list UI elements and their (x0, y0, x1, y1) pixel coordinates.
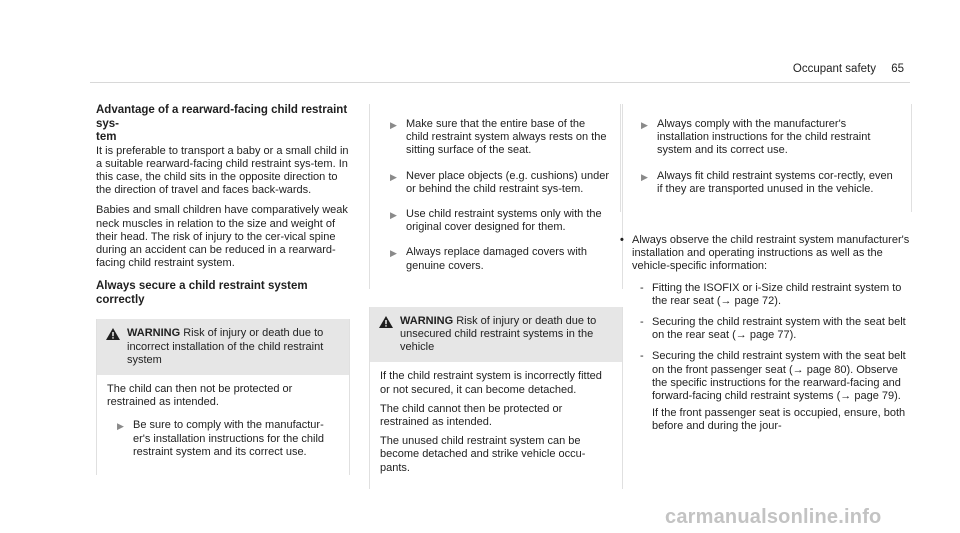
warning-label: WARNING (127, 327, 181, 340)
watermark: carmanualsonline.info (665, 506, 882, 528)
step-item (380, 170, 610, 196)
warning-triangle-icon (106, 328, 120, 340)
step-item (107, 419, 337, 459)
warning-box-2 (369, 307, 623, 489)
step-text: Never place objects (e.g. cushions) under or behind the child restraint sys-tem. (406, 169, 609, 195)
sub-item-tail (632, 407, 912, 433)
arrow-right-icon: ▶ (117, 421, 124, 432)
arrow-right-icon: ▶ (641, 171, 648, 182)
sub-item: - Securing the child restraint system with the seat belt on the front passenger seat (→ page 80). Observe the specific instructions for the rearward-facing and forward-facing child restraint systems (→ page 79). (640, 350, 906, 403)
tail-text: If the front passenger seat is occupied, ensure, both before and during the jour- (652, 407, 906, 433)
warning-body (370, 362, 622, 488)
step-box (620, 104, 912, 212)
step-box (369, 104, 623, 289)
column-2 (369, 104, 623, 489)
step-item (380, 118, 610, 158)
page-header (793, 63, 904, 75)
sub-list (620, 282, 912, 434)
bullet-dot: • (620, 234, 624, 247)
step-text: Always comply with the manufacturer's installation instructions for the child restraint system and its correct use. (657, 118, 871, 157)
step-item (631, 118, 899, 158)
bullet-text: Always observe the child restraint system manufacturer's installation and operating instructions as well as the vehicle-specific information: (632, 234, 910, 273)
warning-triangle-icon (379, 316, 393, 328)
arrow-right-icon: ▶ (390, 120, 397, 130)
warning-body (97, 375, 349, 475)
para-advantage-1: It is preferable to transport a baby or a small child in a suitable rearward-facing child restraint sys-tem. In this case, the child sits in the opposite direction to the direction of travel and faces back-wards. (96, 144, 349, 197)
heading-secure: Always secure a child restraint system correctly (96, 280, 308, 306)
warning-bar (97, 319, 349, 375)
step-text: Use child restraint systems only with the original cover designed for them. (406, 208, 602, 234)
step-text: Always fit child restraint systems cor-rectly, even if they are transported unused in the vehicle. (657, 169, 893, 195)
warning-bar (370, 307, 622, 363)
warning-box-1 (96, 319, 350, 475)
bullet-item (620, 234, 912, 274)
step-text: Always replace damaged covers with genuine covers. (406, 246, 587, 272)
sub-item-text: Fitting the ISOFIX or i-Size child restraint system to the rear seat (→ page 72). (652, 281, 902, 307)
step-item (631, 170, 899, 196)
warning-body-text: If the child restraint system is incorrectly fitted or not secured, it can become detached. (380, 370, 602, 396)
step-item (380, 208, 610, 234)
arrow-right-icon: ▶ (390, 210, 397, 221)
warning-body-text: The child can then not be protected or restrained as intended. (107, 382, 293, 409)
arrow-right-icon: ▶ (641, 120, 648, 130)
step-text: Make sure that the entire base of the child restraint system always rests on the sitting surface of the seat. (406, 118, 607, 157)
sub-item-text: Securing the child restraint system with the seat belt on the rear seat (→ page 77). (652, 316, 906, 342)
sub-item: - Securing the child restraint system with the seat belt on the rear seat (→ page 77). (640, 316, 906, 342)
arrow-right-icon: ▶ (390, 171, 397, 182)
warning-body-text: The unused child restraint system can be become detached and strike vehicle occu-pants. (380, 435, 586, 474)
step-text: Be sure to comply with the manufactur-er's installation instructions for the child restraint system and its correct use. (133, 419, 325, 458)
warning-label: WARNING (400, 314, 454, 327)
warning-text: Risk of injury or death due to incorrect installation of the child restraint system (127, 327, 324, 366)
warning-text: Risk of injury or death due to unsecured child restraint systems in the vehicle (400, 314, 597, 354)
para-advantage-2: Babies and small children have comparatively weak neck muscles in relation to the size and weight of their head. The risk of injury to the cer-vical spine during an accident can be reduced in a rearward-facing child restraint system. (96, 204, 348, 270)
sub-item-text: Securing the child restraint system with the seat belt on the front passenger seat (→ page 80). Observe the specific instructions for the rearward-facing and forward-facing child restraint systems (→ page 79). (652, 350, 906, 403)
page-number: 65 (891, 63, 904, 75)
warning-body-text: The child cannot then be protected or restrained as intended. (380, 402, 563, 429)
column-1 (96, 104, 350, 475)
section-title: Occupant safety (792, 63, 876, 75)
column-3 (620, 104, 912, 434)
step-item (380, 246, 610, 272)
heading-advantage: Advantage of a rearward-facing child restraint sys- tem (96, 104, 348, 143)
sub-item: - Fitting the ISOFIX or i-Size child restraint system to the rear seat (→ page 72). (640, 281, 902, 307)
arrow-right-icon: ▶ (390, 248, 397, 259)
header-divider (90, 82, 910, 83)
